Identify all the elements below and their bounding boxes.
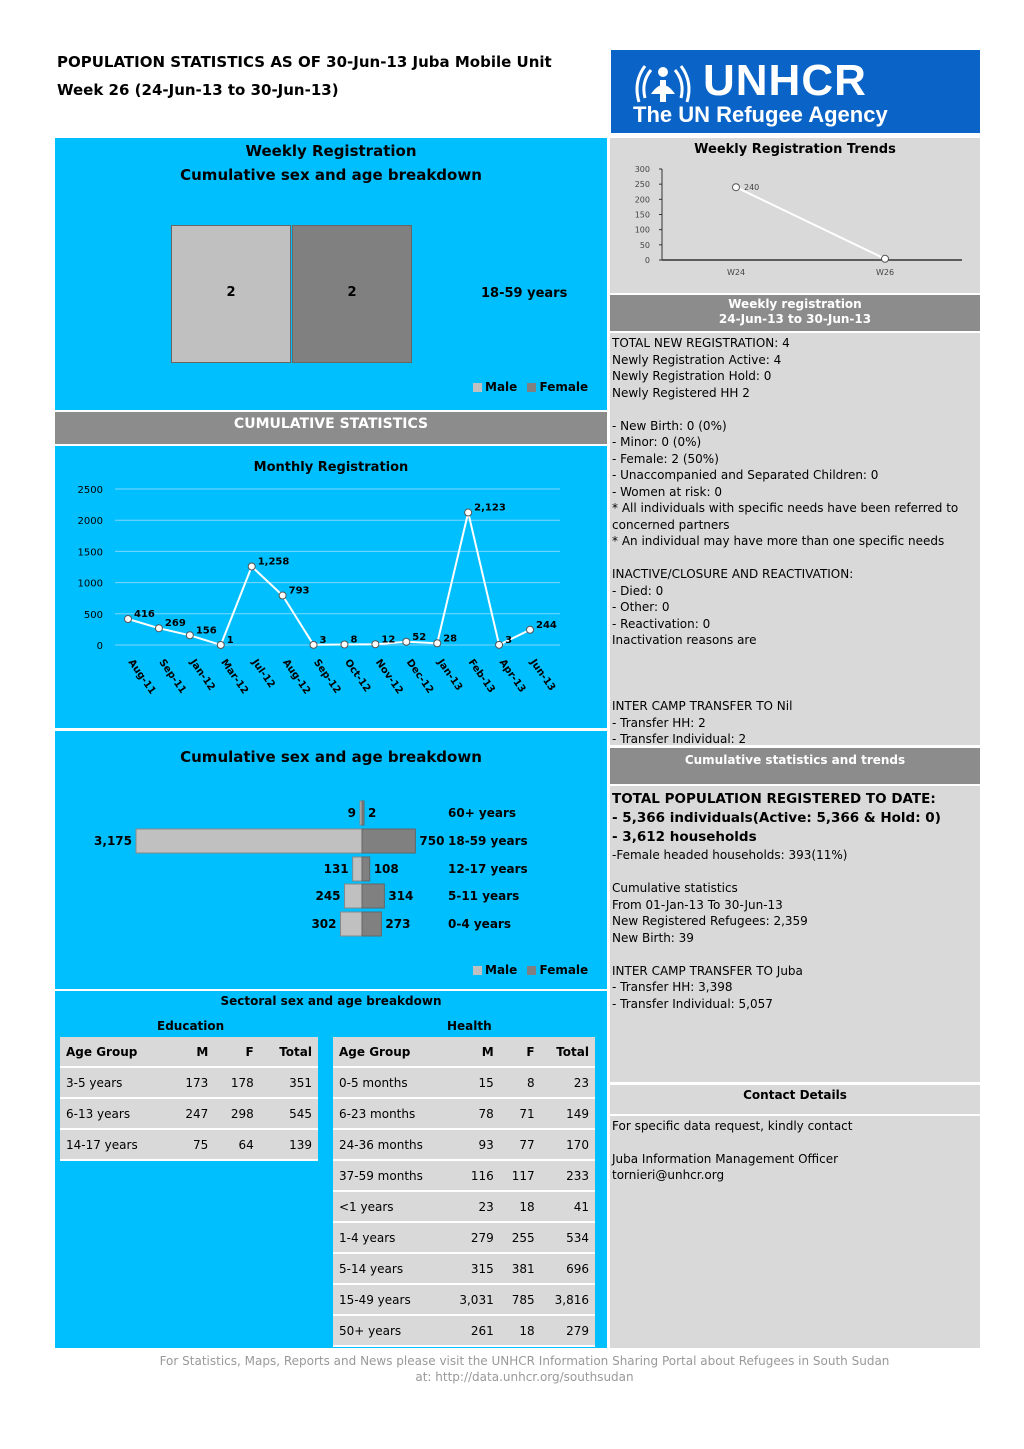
weekly-male-bar [171, 225, 291, 363]
text-line [612, 550, 978, 567]
data-label: 244 [536, 619, 557, 631]
table-row [333, 1098, 595, 1129]
sectoral-title: Sectoral sex and age breakdown [220, 994, 442, 1008]
health-caption: Health [447, 1019, 492, 1033]
contact-panel [610, 1116, 980, 1348]
text-line: -Female headed households: 393(11%) [612, 848, 848, 862]
weekly-legend [467, 380, 588, 394]
x-tick-label: Mar-12 [218, 657, 251, 697]
table-cell: 149 [541, 1098, 595, 1129]
y-tick-label: 150 [634, 210, 650, 220]
table-cell: 534 [541, 1222, 595, 1253]
text-line: Newly Registration Hold: 0 [612, 369, 772, 383]
x-tick-label: Aug-11 [125, 657, 158, 697]
text-line: - Minor: 0 (0%) [612, 435, 702, 449]
table-row [333, 1253, 595, 1284]
male-value-label: 9 [347, 806, 356, 820]
table-row [333, 1315, 595, 1346]
cum-stats-text [610, 786, 980, 1082]
female-value-label: 750 [419, 834, 445, 848]
health-table [333, 1037, 595, 1347]
data-point [125, 616, 132, 623]
table-header-cell: Total [260, 1037, 318, 1067]
table-cell: 173 [169, 1067, 214, 1098]
contact-line1: For specific data request, kindly contact [612, 1119, 853, 1133]
male-bar [345, 884, 362, 908]
table-cell: 64 [214, 1129, 259, 1160]
data-label: 416 [134, 609, 155, 621]
data-label: 240 [744, 183, 760, 193]
data-label: 3 [505, 634, 513, 646]
table-cell: 8 [500, 1067, 541, 1098]
x-tick-label: W26 [875, 268, 895, 277]
series-line [128, 513, 530, 645]
y-tick-label: 1500 [77, 547, 103, 559]
table-cell: 5-14 years [333, 1253, 445, 1284]
table-cell: 381 [500, 1253, 541, 1284]
data-point [310, 641, 317, 648]
data-label: 1,258 [257, 556, 290, 568]
text-line [612, 401, 978, 418]
logo-brand: UNHCR [703, 56, 867, 105]
table-row [333, 1222, 595, 1253]
legend-male-label: Male [485, 963, 518, 977]
text-line: Newly Registration Active: 4 [612, 352, 782, 367]
trends-title: Weekly Registration Trends [694, 142, 896, 157]
text-line: Newly Registered HH 2 [612, 385, 750, 400]
pyramid-chart [55, 731, 607, 989]
data-label: 12 [381, 634, 396, 646]
table-cell: <1 years [333, 1191, 445, 1222]
male-value-label: 302 [311, 917, 337, 931]
table-cell: 116 [445, 1160, 499, 1191]
y-tick-label: 250 [634, 180, 650, 190]
data-label: 793 [288, 585, 310, 597]
text-line: * An individual may have more than one specific needs [612, 534, 945, 548]
data-label: 1 [226, 634, 234, 646]
weekly-reg-header-line2: 24-Jun-13 to 30-Jun-13 [718, 312, 872, 326]
text-line: - Died: 0 [612, 583, 664, 598]
table-row [60, 1098, 318, 1129]
text-line: TOTAL POPULATION REGISTERED TO DATE: [612, 791, 936, 807]
x-tick-label: Aug-12 [280, 657, 313, 697]
monthly-chart-title: Monthly Registration [253, 460, 409, 475]
male-bar [353, 857, 362, 881]
table-cell: 37-59 months [333, 1160, 445, 1191]
table-cell: 351 [260, 1067, 318, 1098]
table-cell: 233 [541, 1160, 595, 1191]
footer-line1: For Statistics, Maps, Reports and News please visit the UNHCR Information Sharing Portal about Refugees in South Sudan [159, 1354, 890, 1368]
legend-male-swatch [473, 383, 482, 392]
text-line: TOTAL NEW REGISTRATION: 4 [612, 336, 790, 350]
text-line [612, 665, 978, 682]
table-row [333, 1160, 595, 1191]
table-cell: 545 [260, 1098, 318, 1129]
table-row [333, 1284, 595, 1315]
table-row [333, 1191, 595, 1222]
data-point [217, 641, 224, 648]
pyramid-title: Cumulative sex and age breakdown [180, 748, 482, 766]
text-line: Cumulative statistics [612, 881, 738, 895]
table-cell: 170 [541, 1129, 595, 1160]
y-tick-label: 50 [639, 240, 650, 250]
data-point [733, 184, 740, 191]
table-cell: 23 [445, 1191, 499, 1222]
weekly-panel-subtitle: Cumulative sex and age breakdown [180, 166, 482, 184]
male-value-label: 245 [315, 889, 341, 903]
text-line: - Transfer Individual: 2 [612, 732, 747, 746]
data-point [403, 638, 410, 645]
female-bar [362, 912, 381, 936]
table-cell: 298 [214, 1098, 259, 1129]
legend-female-label: Female [539, 963, 589, 977]
data-point [248, 563, 255, 570]
data-label: 156 [195, 625, 217, 637]
table-row [60, 1067, 318, 1098]
table-row [333, 1067, 595, 1098]
y-tick-label: 500 [83, 609, 103, 621]
pyramid-panel [55, 731, 607, 989]
legend-female-swatch [527, 383, 536, 392]
pyramid-legend [467, 963, 588, 977]
footer-line2[interactable]: at: http://data.unhcr.org/southsudan [415, 1370, 634, 1384]
text-line: - Transfer HH: 3,398 [612, 980, 733, 994]
table-row [333, 1129, 595, 1160]
text-line: - Transfer HH: 2 [612, 715, 706, 730]
table-cell: 1-4 years [333, 1222, 445, 1253]
table-cell: 18 [500, 1191, 541, 1222]
age-category-label: 60+ years [448, 806, 517, 820]
legend-male-label: Male [485, 380, 518, 394]
table-cell: 117 [500, 1160, 541, 1191]
series-line [736, 187, 885, 259]
cumulative-stats-header: CUMULATIVE STATISTICS [55, 412, 607, 444]
y-tick-label: 100 [634, 225, 650, 235]
table-cell: 255 [500, 1222, 541, 1253]
male-value-label: 3,175 [94, 834, 132, 848]
legend-male-swatch [473, 966, 482, 975]
text-line: - Female: 2 (50%) [612, 451, 719, 466]
text-line: - Women at risk: 0 [612, 484, 722, 499]
female-value-label: 314 [388, 889, 414, 903]
female-bar [362, 801, 364, 825]
data-label: 3 [319, 634, 327, 646]
male-value-label: 131 [323, 862, 349, 876]
education-table [60, 1037, 318, 1161]
weekly-reg-header [610, 295, 980, 331]
text-line: INACTIVE/CLOSURE AND REACTIVATION: [612, 567, 854, 581]
table-header-cell: F [214, 1037, 259, 1067]
table-cell: 178 [214, 1067, 259, 1098]
female-value-label: 108 [373, 862, 399, 876]
page-title-line2: Week 26 (24-Jun-13 to 30-Jun-13) [57, 81, 339, 99]
data-label: 2,123 [474, 502, 506, 514]
table-cell: 785 [500, 1284, 541, 1315]
x-tick-label: Nov-12 [372, 657, 405, 697]
weekly-male-value: 2 [226, 285, 236, 300]
y-tick-label: 300 [634, 165, 650, 174]
text-line: - 5,366 individuals(Active: 5,366 & Hold: 0) [612, 810, 941, 826]
table-cell: 93 [445, 1129, 499, 1160]
table-cell: 279 [541, 1315, 595, 1346]
text-line [612, 649, 978, 666]
text-line: INTER CAMP TRANSFER TO Juba [612, 963, 803, 978]
male-bar [136, 829, 362, 853]
trends-line-chart [610, 138, 980, 293]
data-point [341, 641, 348, 648]
table-row [60, 1129, 318, 1160]
x-tick-label: Dec-12 [403, 657, 436, 696]
weekly-panel-title: Weekly Registration [245, 142, 417, 160]
table-cell: 41 [541, 1191, 595, 1222]
text-line: New Registered Refugees: 2,359 [612, 914, 808, 928]
text-line: New Birth: 39 [612, 930, 694, 945]
weekly-female-bar [292, 225, 412, 363]
text-line: From 01-Jan-13 To 30-Jun-13 [612, 897, 783, 912]
logo-tagline: The UN Refugee Agency [633, 102, 888, 127]
data-point [882, 255, 889, 262]
contact-email[interactable]: tornieri@unhcr.org [612, 1168, 725, 1182]
page-title-line1: POPULATION STATISTICS AS OF 30-Jun-13 Juba Mobile Unit [57, 53, 552, 71]
table-cell: 315 [445, 1253, 499, 1284]
data-point [496, 641, 503, 648]
table-header-cell: Age Group [60, 1037, 169, 1067]
table-cell: 75 [169, 1129, 214, 1160]
weekly-panel [55, 138, 607, 410]
table-cell: 71 [500, 1098, 541, 1129]
table-cell: 14-17 years [60, 1129, 169, 1160]
x-tick-label: Sep-12 [311, 657, 343, 696]
table-header-cell: F [500, 1037, 541, 1067]
table-cell: 6-13 years [60, 1098, 169, 1129]
x-tick-label: Sep-11 [156, 657, 188, 696]
x-tick-label: Feb-13 [465, 657, 497, 696]
sectoral-panel [55, 991, 607, 1348]
text-line: - Transfer Individual: 5,057 [612, 996, 773, 1011]
trends-panel [610, 138, 980, 293]
data-point [372, 641, 379, 648]
data-point [186, 632, 193, 639]
text-line: - New Birth: 0 (0%) [612, 418, 727, 433]
unhcr-emblem-icon [631, 58, 695, 108]
male-bar [341, 912, 362, 936]
text-line: - Unaccompanied and Separated Children: 0 [612, 468, 879, 482]
age-category-label: 0-4 years [448, 917, 511, 931]
text-line: INTER CAMP TRANSFER TO Nil [612, 699, 793, 713]
table-header-cell: Age Group [333, 1037, 445, 1067]
contact-header [610, 1085, 980, 1116]
data-point [155, 625, 162, 632]
cum-trends-header: Cumulative statistics and trends [610, 748, 980, 784]
education-caption: Education [157, 1019, 225, 1033]
female-bar [362, 829, 415, 853]
text-line: - 3,612 households [612, 829, 757, 845]
data-point [465, 509, 472, 516]
weekly-reg-header-line1: Weekly registration [728, 297, 862, 311]
text-line [612, 864, 978, 881]
contact-title: Contact Details [743, 1088, 847, 1102]
monthly-line-chart [55, 446, 607, 728]
table-cell: 0-5 months [333, 1067, 445, 1098]
y-tick-label: 2500 [77, 485, 103, 496]
data-point [434, 640, 441, 647]
health-table-wrap [333, 1037, 595, 1347]
x-tick-label: Jul-12 [249, 657, 277, 691]
text-line: - Reactivation: 0 [612, 616, 711, 631]
contact-line2: Juba Information Management Officer [612, 1151, 839, 1166]
table-cell: 3,816 [541, 1284, 595, 1315]
x-tick-label: Oct-12 [342, 657, 373, 695]
data-point [279, 592, 286, 599]
table-cell: 50+ years [333, 1315, 445, 1346]
data-label: 52 [412, 631, 427, 643]
table-cell: 6-23 months [333, 1098, 445, 1129]
x-tick-label: Jan-12 [187, 657, 217, 693]
table-header-cell: Total [541, 1037, 595, 1067]
table-cell: 696 [541, 1253, 595, 1284]
table-cell: 15-49 years [333, 1284, 445, 1315]
female-value-label: 273 [385, 917, 411, 931]
monthly-panel [55, 446, 607, 728]
female-bar [362, 884, 384, 908]
y-tick-label: 1000 [77, 578, 103, 590]
table-header-cell: M [445, 1037, 499, 1067]
table-cell: 78 [445, 1098, 499, 1129]
x-tick-label: W24 [726, 268, 746, 277]
weekly-age-label: 18-59 years [481, 286, 568, 301]
age-category-label: 12-17 years [448, 862, 528, 876]
table-cell: 139 [260, 1129, 318, 1160]
x-tick-label: Apr-13 [496, 657, 528, 695]
age-category-label: 5-11 years [448, 889, 520, 903]
table-cell: 77 [500, 1129, 541, 1160]
table-cell: 279 [445, 1222, 499, 1253]
table-cell: 261 [445, 1315, 499, 1346]
table-cell: 3,031 [445, 1284, 499, 1315]
y-tick-label: 0 [644, 256, 650, 265]
weekly-reg-text [610, 333, 980, 745]
text-line: Inactivation reasons are [612, 633, 757, 647]
data-label: 269 [164, 618, 186, 630]
table-cell: 3-5 years [60, 1067, 169, 1098]
y-tick-label: 2000 [77, 516, 103, 528]
data-point [527, 626, 534, 633]
data-label: 28 [443, 633, 458, 645]
text-line: * All individuals with specific needs have been referred to concerned partners [612, 501, 959, 532]
table-cell: 23 [541, 1067, 595, 1098]
education-table-wrap [60, 1037, 318, 1161]
table-cell: 18 [500, 1315, 541, 1346]
text-line: - Other: 0 [612, 600, 670, 614]
weekly-female-value: 2 [347, 285, 357, 300]
table-cell: 247 [169, 1098, 214, 1129]
age-category-label: 18-59 years [448, 834, 528, 848]
legend-female-swatch [527, 966, 536, 975]
table-header-cell: M [169, 1037, 214, 1067]
female-value-label: 2 [368, 806, 377, 820]
y-tick-label: 0 [96, 641, 103, 652]
unhcr-logo [611, 50, 980, 133]
data-label: 8 [350, 634, 358, 646]
footer [0, 1353, 1024, 1385]
table-cell: 15 [445, 1067, 499, 1098]
y-tick-label: 200 [634, 195, 650, 205]
legend-female-label: Female [539, 380, 589, 394]
female-bar [362, 857, 370, 881]
x-tick-label: Jan-13 [434, 657, 465, 693]
text-line [612, 682, 978, 699]
table-cell: 24-36 months [333, 1129, 445, 1160]
text-line [612, 946, 978, 963]
x-tick-label: Jun-13 [527, 657, 558, 694]
